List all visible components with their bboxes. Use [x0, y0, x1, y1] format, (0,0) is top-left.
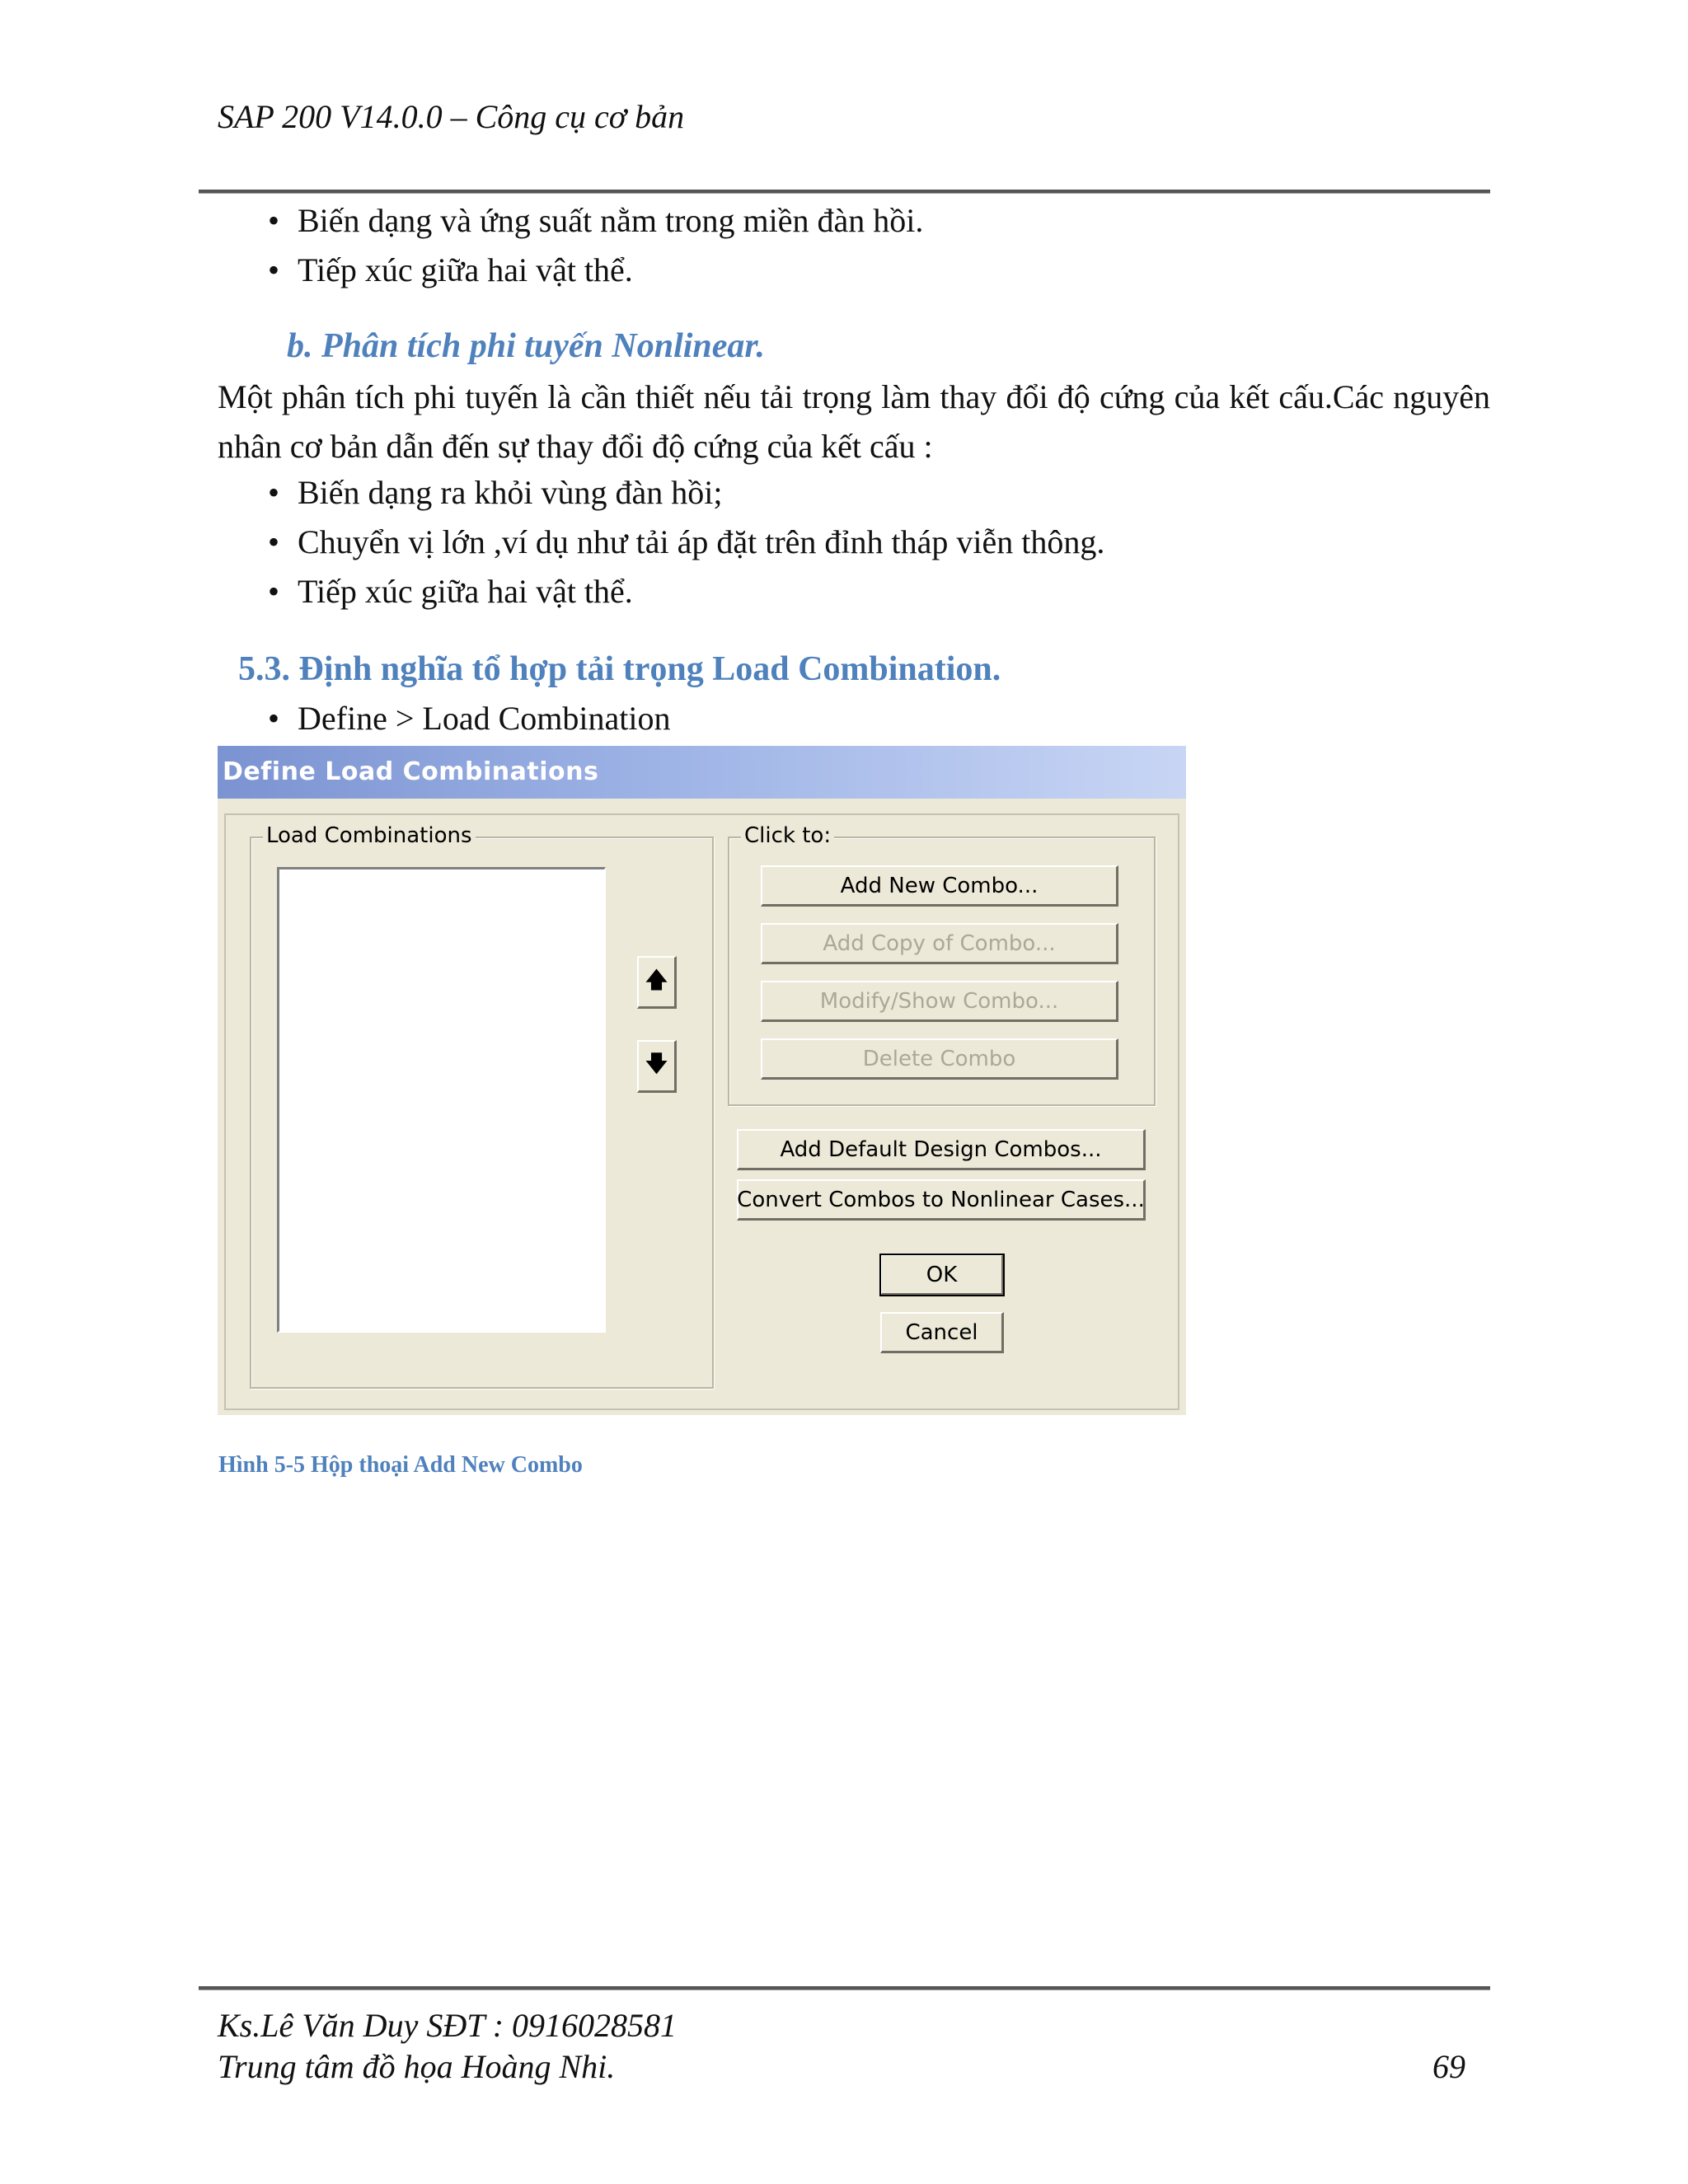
bullet-symbol: •	[268, 251, 280, 288]
list-item	[268, 204, 923, 237]
delete-combo-button[interactable]: Delete Combo	[761, 1038, 1118, 1080]
modify-show-combo-button[interactable]: Modify/Show Combo...	[761, 981, 1118, 1022]
add-default-design-combos-button[interactable]: Add Default Design Combos...	[737, 1129, 1146, 1170]
dialog-title: Define Load Combinations	[223, 757, 599, 786]
header-rule	[199, 190, 1490, 194]
list-item	[268, 575, 633, 608]
dialog-titlebar[interactable]	[218, 746, 1186, 799]
cancel-button[interactable]: Cancel	[880, 1312, 1004, 1353]
arrow-down-icon: 🡇	[645, 1049, 668, 1077]
section-heading-nonlinear: b. Phân tích phi tuyến Nonlinear.	[287, 327, 765, 365]
arrow-up-icon: 🡅	[645, 965, 668, 993]
page-number: 69	[1432, 2048, 1465, 2085]
list-item-text: Biến dạng ra khỏi vùng đàn hồi;	[298, 474, 723, 511]
bullet-symbol: •	[268, 573, 280, 610]
list-item-text: Tiếp xúc giữa hai vật thể.	[298, 251, 633, 288]
figure-caption: Hình 5-5 Hộp thoại Add New Combo	[218, 1452, 583, 1478]
footer-center: Trung tâm đồ họa Hoàng Nhi.	[218, 2048, 616, 2085]
section-heading-load-combination: 5.3. Định nghĩa tổ hợp tải trọng Load Combination.	[238, 650, 1001, 688]
bullet-symbol: •	[268, 202, 280, 239]
move-down-button[interactable]	[637, 1040, 677, 1093]
add-copy-combo-button[interactable]: Add Copy of Combo...	[761, 923, 1118, 964]
list-item	[268, 523, 1105, 560]
list-item	[268, 476, 722, 509]
convert-combos-button[interactable]: Convert Combos to Nonlinear Cases...	[737, 1179, 1146, 1221]
load-combinations-list[interactable]	[277, 867, 606, 1333]
footer-rule	[199, 1986, 1490, 1990]
list-item	[268, 702, 670, 735]
list-item-text: Chuyển vị lớn ,ví dụ như tải áp đặt trên đỉnh tháp viễn thông.	[298, 523, 1105, 560]
move-up-button[interactable]	[637, 956, 677, 1009]
bullet-symbol: •	[268, 523, 280, 560]
load-combinations-label: Load Combinations	[263, 823, 476, 848]
list-item-text: Tiếp xúc giữa hai vật thể.	[298, 573, 633, 610]
bullet-symbol: •	[268, 474, 280, 511]
page-header-title: SAP 200 V14.0.0 – Công cụ cơ bản	[218, 98, 685, 135]
list-item-text: Define > Load Combination	[298, 700, 671, 737]
click-to-label: Click to:	[741, 823, 834, 848]
bullet-symbol: •	[268, 700, 280, 737]
paragraph-nonlinear: Một phân tích phi tuyến là cần thiết nếu tải trọng làm thay đổi độ cứng của kết cấu.Các nguyên nhân cơ bản dẫn đến sự thay đổi độ cứng của kết cấu :	[218, 378, 1490, 465]
list-item	[268, 251, 633, 288]
footer-author: Ks.Lê Văn Duy SĐT : 0916028581	[218, 2007, 678, 2044]
list-item-text: Biến dạng và ứng suất nằm trong miền đàn hồi.	[298, 202, 924, 239]
ok-button[interactable]: OK	[880, 1254, 1004, 1296]
add-new-combo-button[interactable]: Add New Combo...	[761, 865, 1118, 907]
